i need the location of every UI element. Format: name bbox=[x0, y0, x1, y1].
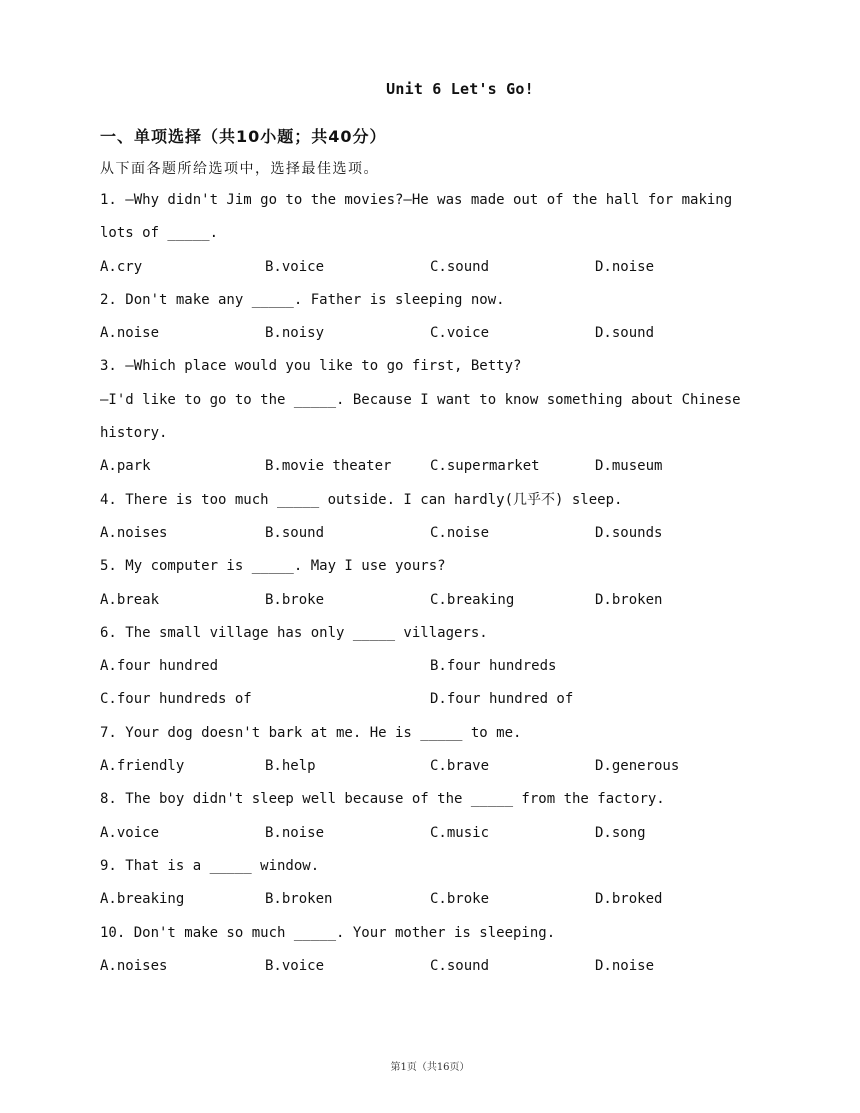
answer-option: B.broke bbox=[265, 591, 325, 608]
options-row bbox=[100, 683, 760, 716]
answer-option: D.noise bbox=[595, 258, 655, 275]
options-row bbox=[100, 517, 760, 550]
answer-option: A.break bbox=[100, 591, 160, 608]
options-row bbox=[100, 883, 760, 916]
answer-option: D.generous bbox=[595, 758, 680, 775]
question-text: 3. —Which place would you like to go first, Betty? bbox=[100, 358, 522, 375]
answer-option: D.sound bbox=[595, 325, 655, 342]
answer-option: A.breaking bbox=[100, 891, 185, 908]
options-row bbox=[100, 950, 760, 983]
answer-option: C.four hundreds of bbox=[100, 691, 252, 708]
answer-option: B.noise bbox=[265, 824, 325, 841]
answer-option: C.voice bbox=[430, 325, 490, 342]
question-text: 1. —Why didn't Jim go to the movies?—He was made out of the hall for making bbox=[100, 192, 733, 208]
answer-option: B.noisy bbox=[265, 325, 325, 342]
question-7 bbox=[100, 717, 760, 784]
answer-option: A.noise bbox=[100, 325, 160, 342]
section-instruction: 从下面各题所给选项中，选择最佳选项。 bbox=[100, 161, 379, 177]
answer-option: C.sound bbox=[430, 258, 490, 275]
answer-option: A.park bbox=[100, 458, 151, 475]
section-heading: 一、单项选择（共10小题；共40分） bbox=[100, 127, 387, 146]
answer-option: B.voice bbox=[265, 258, 325, 275]
question-3 bbox=[100, 350, 760, 483]
question-text: 5. My computer is _____. May I use yours? bbox=[100, 558, 446, 575]
question-text: —I'd like to go to the _____. Because I want to know something about Chinese bbox=[100, 391, 741, 408]
options-row bbox=[100, 450, 760, 483]
options-row bbox=[100, 584, 760, 617]
options-row bbox=[100, 750, 760, 783]
answer-option: A.noises bbox=[100, 524, 168, 541]
document-title: Unit 6 Let's Go! bbox=[386, 80, 534, 98]
answer-option: A.friendly bbox=[100, 758, 185, 775]
answer-option: A.noises bbox=[100, 957, 168, 974]
options-row bbox=[100, 251, 760, 284]
answer-option: B.sound bbox=[265, 524, 325, 541]
question-text: 9. That is a _____ window. bbox=[100, 857, 320, 874]
answer-option: A.cry bbox=[100, 258, 143, 275]
options-row bbox=[100, 650, 760, 683]
options-row bbox=[100, 317, 760, 350]
answer-option: D.museum bbox=[595, 458, 663, 475]
question-2 bbox=[100, 284, 760, 351]
answer-option: C.music bbox=[430, 824, 490, 841]
question-text: 7. Your dog doesn't bark at me. He is _____ to me. bbox=[100, 724, 522, 741]
answer-option: B.broken bbox=[265, 891, 333, 908]
question-text: 6. The small village has only _____ villagers. bbox=[100, 624, 488, 641]
answer-option: C.supermarket bbox=[430, 458, 540, 475]
question-5 bbox=[100, 550, 760, 617]
question-8 bbox=[100, 783, 760, 850]
answer-option: C.noise bbox=[430, 524, 490, 541]
answer-option: B.four hundreds bbox=[430, 658, 557, 675]
options-row bbox=[100, 817, 760, 850]
answer-option: C.sound bbox=[430, 957, 490, 974]
answer-option: D.noise bbox=[595, 957, 655, 974]
answer-option: D.broken bbox=[595, 591, 663, 608]
answer-option: C.broke bbox=[430, 891, 490, 908]
question-text: 4. There is too much _____ outside. I can hardly(几乎不) sleep. bbox=[100, 491, 623, 508]
question-text: 2. Don't make any _____. Father is sleeping now. bbox=[100, 291, 505, 308]
question-10 bbox=[100, 917, 760, 984]
answer-option: D.sounds bbox=[595, 524, 663, 541]
question-text: history. bbox=[100, 425, 168, 442]
answer-option: D.four hundred of bbox=[430, 691, 574, 708]
answer-option: A.voice bbox=[100, 824, 160, 841]
question-4 bbox=[100, 484, 760, 551]
question-text: lots of _____. bbox=[100, 225, 219, 242]
question-text: 8. The boy didn't sleep well because of the _____ from the factory. bbox=[100, 791, 665, 808]
answer-option: D.song bbox=[595, 824, 646, 841]
answer-option: B.help bbox=[265, 758, 316, 775]
answer-option: A.four hundred bbox=[100, 658, 219, 675]
answer-option: B.movie theater bbox=[265, 458, 392, 475]
answer-option: C.breaking bbox=[430, 591, 515, 608]
answer-option: D.broked bbox=[595, 891, 663, 908]
question-6 bbox=[100, 617, 760, 717]
question-9 bbox=[100, 850, 760, 917]
answer-option: C.brave bbox=[430, 758, 490, 775]
page-footer: 第1页（共16页） bbox=[390, 1062, 470, 1073]
question-1 bbox=[100, 184, 760, 284]
question-list bbox=[100, 184, 760, 983]
question-text: 10. Don't make so much _____. Your mother is sleeping. bbox=[100, 924, 556, 941]
answer-option: B.voice bbox=[265, 957, 325, 974]
